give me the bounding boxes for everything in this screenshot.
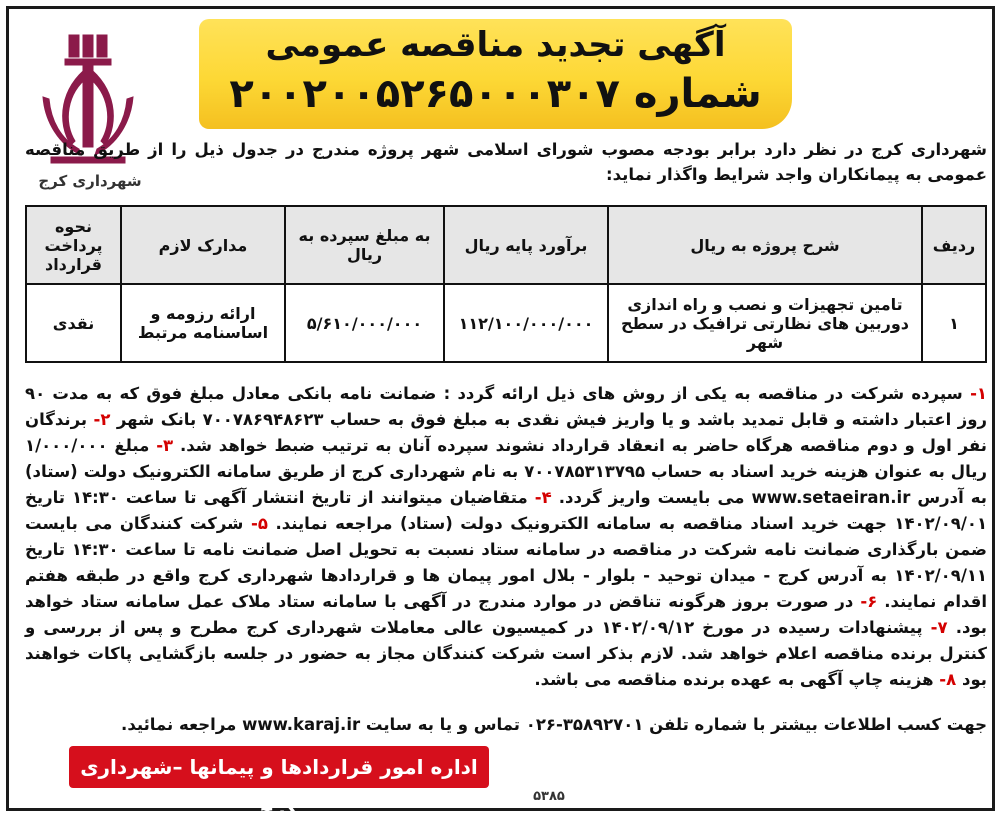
column-header-base-estimate: برآورد پایه ریال: [444, 206, 608, 284]
column-header-deposit-amount: به مبلغ سپرده به ریال: [285, 206, 444, 284]
tender-table: [25, 205, 987, 363]
item-number-3: ۳-: [156, 436, 174, 455]
condition-4: متقاضیان میتوانند از تاریخ انتشار آگهی تا ساعت ۱۴:۳۰ تاریخ ۱۴۰۲/۰۹/۰۱ جهت خرید اسناد مناقصه به سامانه الکترونیک دولت (ستاد) مراجعه نمایند.: [25, 488, 988, 533]
logo-caption: شهرداری کرج: [38, 172, 142, 190]
item-number-5: ۵-: [250, 514, 268, 533]
issuer-footer-banner: اداره امور قراردادها و پیمانها –شهرداری کرج: [69, 746, 489, 788]
cell-project-description: تامین تجهیزات و نصب و راه اندازی دوربین های نظارتی ترافیک در سطح شهر: [608, 284, 922, 362]
condition-8: هزینه چاپ آگهی به عهده برنده مناقصه می باشد.: [534, 670, 934, 689]
cell-deposit-amount: ۵/۶۱۰/۰۰۰/۰۰۰: [285, 284, 444, 362]
column-header-row-number: ردیف: [922, 206, 986, 284]
tender-notice-page: [6, 6, 995, 821]
intro-paragraph: شهرداری کرج در نظر دارد برابر بودجه مصوب شورای اسلامی شهر پروژه مندرج در جدول ذیل را از طریق مناقصه عمومی به پیمانکاران واجد شرایط واگذار نماید:: [25, 140, 987, 184]
column-header-project-description: شرح پروژه به ریال: [608, 206, 922, 284]
contact-suffix: مراجعه نمائید.: [121, 715, 237, 734]
condition-5: شرکت کنندگان می بایست ضمن بارگذاری ضمانت نامه شرکت در مناقصه در سامانه ستاد نسبت به تحویل اصل ضمانت نامه تا ساعت ۱۴:۳۰ تاریخ ۱۴۰۲/۰۹/۱۱ به آدرس کرج - میدان توحید - بلوار - بلال امور پیمان ها و قراردادها شهرداری کرج واقع در طبقه هفتم اقدام نمایند.: [25, 514, 988, 611]
item-number-2: ۲-: [93, 410, 111, 429]
notice-title: آگهی تجدید مناقصه عمومی: [265, 25, 726, 65]
item-number-7: ۷-: [930, 618, 948, 637]
column-header-payment-method: نحوه پرداخت قرارداد: [26, 206, 121, 284]
table-header-row: [26, 206, 986, 284]
item-number-6: ۶-: [860, 592, 878, 611]
column-header-required-documents: مدارک لازم: [121, 206, 285, 284]
item-number-1: ۱-: [970, 384, 987, 403]
condition-2: برندگان نفر اول و دوم مناقصه هرگاه حاضر به انعقاد قرارداد نشوند سپرده آنان به ترتیب ضبط خواهد شد.: [25, 410, 987, 455]
contact-line: [25, 715, 987, 734]
contact-phone: ۰۲۶-۳۵۸۹۲۷۰۱: [525, 715, 644, 734]
condition-3: مبلغ ۱/۰۰۰/۰۰۰ ریال به عنوان هزینه خرید اسناد به حساب ۷۰۰۷۸۵۳۱۳۷۹۵ به نام شهرداری کرج از طریق سامانه الکترونیک دولت (ستاد) به آدرس: [25, 436, 987, 507]
setaeiran-link[interactable]: www.setaeiran.ir: [751, 488, 911, 507]
condition-3-end: می بایست واریز گردد.: [558, 488, 745, 507]
cell-required-documents: ارائه رزومه و اساسنامه مرتبط: [121, 284, 285, 362]
cell-base-estimate: ۱۱۲/۱۰۰/۰۰۰/۰۰۰: [444, 284, 608, 362]
cell-row-number: ۱: [922, 284, 986, 362]
item-number-4: ۴-: [534, 488, 552, 507]
contact-middle: تماس و یا به سایت: [365, 715, 521, 734]
conditions-text: [25, 381, 987, 693]
tender-number: شماره ۲۰۰۲۰۰۵۲۶۵۰۰۰۳۰۷: [229, 70, 762, 117]
cell-payment-method: نقدی: [26, 284, 121, 362]
item-number-8: ۸-: [939, 670, 957, 689]
karaj-website-link[interactable]: www.karaj.ir: [242, 715, 361, 734]
table-row: [26, 284, 986, 362]
condition-7: پیشنهادات رسیده در مورخ ۱۴۰۲/۰۹/۱۲ در کمیسیون عالی معاملات شهرداری کرج مطرح و پس از بررسی و کنترل برنده مناقصه اعلام خواهد شد. لازم بذکر است شرکت کنندگان مجاز به حضور در جلسه بازگشایی پاکات خواهند بود: [25, 618, 987, 689]
condition-6: در صورت بروز هرگونه تناقض در موارد مندرج در آگهی با سامانه ستاد ملاک عمل سامانه ستاد خواهد بود.: [25, 592, 987, 637]
notice-title-banner: [199, 19, 792, 129]
ad-code: ۵۳۸۵: [533, 789, 565, 804]
condition-1: سپرده شرکت در مناقصه به یکی از روش های ذیل ارائه گردد : ضمانت نامه بانکی معادل مبلغ فوق که به مدت ۹۰ روز اعتبار داشته و قابل تمدید باشد و یا واریز فیش نقدی به مبلغ فوق به حساب ۷۰۰۷۸۶۹۴۸۶۲۳ بانک شهر: [25, 384, 987, 429]
contact-prefix: جهت کسب اطلاعات بیشتر با شماره تلفن: [649, 715, 987, 734]
